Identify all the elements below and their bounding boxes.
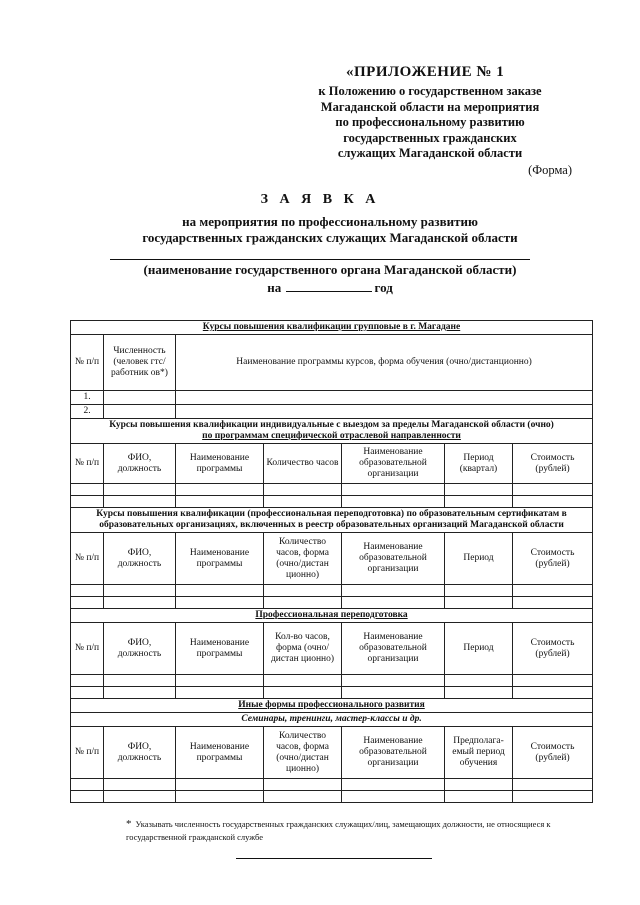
section-other-forms-title (71, 699, 593, 713)
table-cell (104, 585, 176, 597)
table-cell (104, 405, 176, 419)
table-cell (264, 597, 342, 609)
table-cell (445, 597, 513, 609)
request-table (70, 320, 593, 803)
table-cell (71, 496, 104, 508)
table-cell (445, 687, 513, 699)
appendix-line: к Положению о государственном заказе (318, 84, 542, 98)
table-cell (513, 597, 593, 609)
table-cell (104, 496, 176, 508)
col-header-num: № п/п (71, 623, 104, 675)
section-individual-courses-title (71, 419, 593, 444)
table-cell (104, 779, 176, 791)
col-header-cost: Стоимость (рублей) (513, 727, 593, 779)
col-header-num: № п/п (71, 533, 104, 585)
table-cell (513, 585, 593, 597)
year-line (60, 279, 600, 296)
section-retraining-title (71, 609, 593, 623)
table-cell (71, 484, 104, 496)
col-header-count: Численность (человек гтс/работник ов*) (104, 335, 176, 391)
footnote-text: Указывать численность государственных гражданских служащих/лиц, замещающих должности, не относящиеся к государственной гражданской службе (126, 819, 551, 842)
table-cell (445, 585, 513, 597)
table-cell (513, 496, 593, 508)
col-header-num: № п/п (71, 444, 104, 484)
table-cell (176, 391, 593, 405)
section-title-line: Курсы повышения квалификации индивидуальные с выездом за пределы Магаданской области (очно) (109, 420, 554, 430)
table-cell (342, 675, 445, 687)
table-cell (264, 779, 342, 791)
table-cell (71, 597, 104, 609)
appendix-line: Магаданской области на мероприятия (320, 99, 540, 114)
table-cell (176, 687, 264, 699)
section-title-text: Иные формы профессионального развития (238, 700, 425, 710)
table-cell (104, 687, 176, 699)
col-header-program: Наименование программы (176, 623, 264, 675)
col-header-program-form: Наименование программы курсов, форма обучения (очно/дистанционно) (176, 335, 593, 391)
table-cell (445, 779, 513, 791)
col-header-hours-form: Количество часов, форма (очно/дистан ционно) (264, 727, 342, 779)
footnote-asterisk: * (126, 818, 132, 830)
table-cell (513, 687, 593, 699)
organ-fill-line (110, 259, 530, 260)
signature-line (236, 858, 432, 859)
year-prefix: на (267, 280, 282, 295)
section-title-text: Курсы повышения квалификации групповые в г. Магадане (202, 322, 461, 332)
table-cell (513, 791, 593, 803)
table-cell (513, 484, 593, 496)
col-header-hours-form: Количество часов, форма (очно/дистан ционно) (264, 533, 342, 585)
col-header-fio: ФИО, должность (104, 444, 176, 484)
subtitle-line: на мероприятия по профессиональному развитию (182, 214, 478, 229)
year-suffix: год (374, 280, 393, 295)
form-note: (Форма) (528, 163, 572, 177)
row-number: 1. (71, 391, 104, 405)
appendix-title: «ПРИЛОЖЕНИЕ № 1 (346, 64, 505, 80)
table-cell (264, 687, 342, 699)
col-header-cost: Стоимость (рублей) (513, 444, 593, 484)
section-other-forms-subtitle: Семинары, тренинги, мастер-классы и др. (71, 713, 593, 727)
table-cell (342, 597, 445, 609)
table-cell (445, 791, 513, 803)
col-header-fio: ФИО, должность (104, 533, 176, 585)
col-header-program: Наименование программы (176, 533, 264, 585)
table-cell (104, 597, 176, 609)
section-title-text: Профессиональная переподготовка (255, 610, 408, 620)
table-cell (176, 597, 264, 609)
col-header-period: Период (445, 533, 513, 585)
col-header-fio: ФИО, должность (104, 727, 176, 779)
table-cell (342, 687, 445, 699)
appendix-line: служащих Магаданской области (337, 146, 523, 160)
table-cell (342, 791, 445, 803)
col-header-program: Наименование программы (176, 727, 264, 779)
table-cell (104, 484, 176, 496)
col-header-num: № п/п (71, 727, 104, 779)
col-header-hours-form: Кол-во часов, форма (очно/дистан ционно) (264, 623, 342, 675)
table-cell (176, 405, 593, 419)
table-cell (104, 391, 176, 405)
table-cell (104, 791, 176, 803)
table-cell (264, 675, 342, 687)
col-header-cost: Стоимость (рублей) (513, 623, 593, 675)
appendix-line: по профессиональному развитию (335, 115, 525, 129)
table-cell (513, 675, 593, 687)
table-cell (445, 496, 513, 508)
table-cell (264, 484, 342, 496)
table-cell (264, 791, 342, 803)
footnote (126, 818, 566, 844)
col-header-organization: Наименование образовательной организации (342, 727, 445, 779)
table-cell (342, 585, 445, 597)
col-header-expected-period: Предполага- емый период обучения (445, 727, 513, 779)
col-header-num: № п/п (71, 335, 104, 391)
table-cell (71, 585, 104, 597)
table-cell (445, 484, 513, 496)
section-title-line: по программам специфической отраслевой направленности (202, 431, 461, 441)
col-header-cost: Стоимость (рублей) (513, 533, 593, 585)
table-cell (71, 687, 104, 699)
subtitle-line: государственных гражданских служащих Магаданской области (142, 230, 518, 245)
appendix-caption (280, 84, 580, 162)
document-title: З А Я В К А (260, 192, 380, 207)
table-cell (176, 496, 264, 508)
table-cell (176, 791, 264, 803)
table-cell (71, 779, 104, 791)
table-cell (513, 779, 593, 791)
table-cell (176, 585, 264, 597)
section-group-courses-title (71, 321, 593, 335)
organ-caption: (наименование государственного органа Магаданской области) (143, 262, 517, 277)
table-cell (71, 675, 104, 687)
col-header-organization: Наименование образовательной организации (342, 444, 445, 484)
table-cell (104, 675, 176, 687)
document-subtitle (60, 214, 600, 246)
table-cell (176, 675, 264, 687)
col-header-organization: Наименование образовательной организации (342, 623, 445, 675)
table-cell (342, 496, 445, 508)
col-header-period: Период (445, 623, 513, 675)
table-cell (342, 484, 445, 496)
col-header-organization: Наименование образовательной организации (342, 533, 445, 585)
table-cell (264, 496, 342, 508)
appendix-line: государственных гражданских (343, 130, 517, 145)
col-header-program: Наименование программы (176, 444, 264, 484)
table-cell (342, 779, 445, 791)
section-certificate-courses-title: Курсы повышения квалификации (профессиональная переподготовка) по образовательным сертификатам в образовательных организациях, включенных в реестр образовательных организаций Магаданской области (71, 508, 593, 533)
table-cell (176, 484, 264, 496)
year-blank (286, 279, 372, 292)
table-cell (71, 791, 104, 803)
table-cell (176, 779, 264, 791)
col-header-period: Период (квартал) (445, 444, 513, 484)
table-cell (264, 585, 342, 597)
table-cell (445, 675, 513, 687)
row-number: 2. (71, 405, 104, 419)
col-header-hours: Количество часов (264, 444, 342, 484)
col-header-fio: ФИО, должность (104, 623, 176, 675)
